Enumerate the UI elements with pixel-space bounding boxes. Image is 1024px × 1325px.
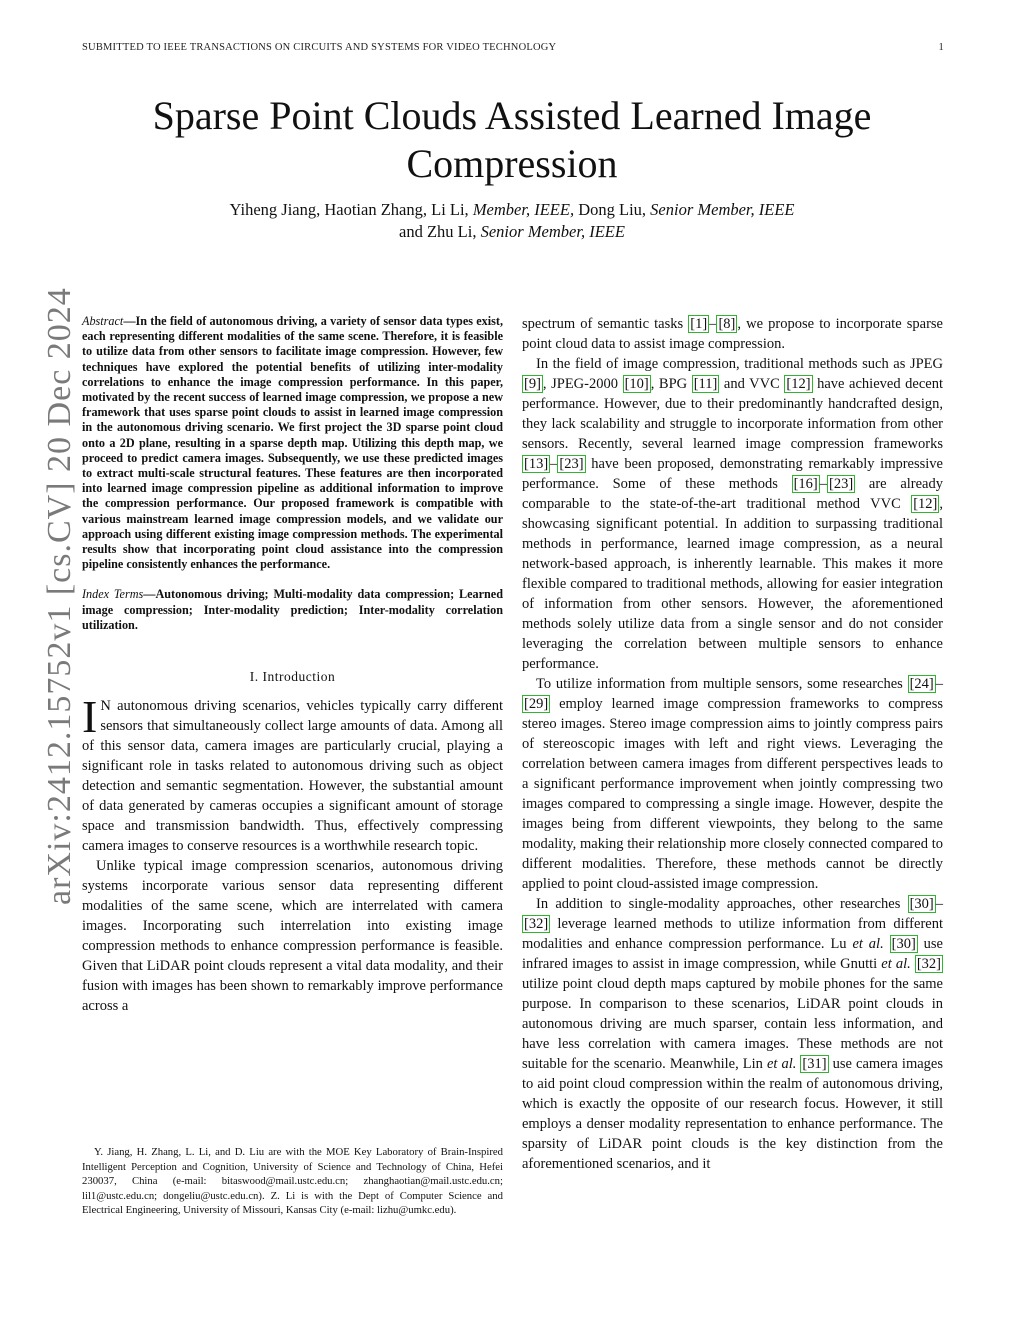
citation-link[interactable]: [13] — [524, 456, 549, 472]
title-line-1: Sparse Point Clouds Assisted Learned Image — [152, 93, 872, 138]
text-run: utilize point cloud depth maps captured by mobile phones for the same purpose. In comparison to these scenarios, LiDAR point clouds in autonomous driving are much sparser, contain less information, and have less correlation with camera images. These methods are not suitable for the scenario. Meanwhile, Lin — [522, 976, 943, 1072]
citation-link[interactable]: [32] — [916, 956, 942, 972]
et-al: et al. — [852, 936, 884, 952]
citation-link[interactable]: [30] — [909, 896, 934, 912]
citation-link[interactable]: [16] — [793, 476, 818, 492]
text-run: , showcasing significant potential. In addition to surpassing traditional methods in performance, learned image compression, as a neural network-based approach, is inherently learnable. This makes it more flexible compared to traditional methods, allowing for easier integration of information from other sensors. However, the aforementioned methods solely utilize data from a single sensor and do not consider leveraging the correlation between multiple sensors to enhance performance. — [522, 496, 943, 672]
citation-link[interactable]: [24] — [909, 676, 934, 692]
et-al: et al. — [766, 1056, 797, 1072]
paragraph-text: N autonomous driving scenarios, vehicles typically carry different sensors that simultaneously collect large amounts of data. Among all of this sensor data, camera images are particularly crucial, playing a significant role in tasks related to autonomous driving such as object detection and semantic segmentation. However, the substantial amount of data generated by cameras occupies a significant amount of storage space and transmission bandwidth. Thus, effectively compressing camera images to conserve resources is a worthwhile research topic. — [82, 698, 503, 855]
text-run: have been proposed, demonstrating remarkably impressive performance. Some of these methods — [522, 456, 943, 492]
text-run: use infrared images to assist in image compression, while Gnutti — [522, 936, 943, 972]
citation-link[interactable]: [12] — [913, 496, 938, 512]
index-terms-label: Index Terms — [82, 587, 144, 602]
text-run: spectrum of semantic tasks — [522, 316, 689, 332]
text-run: To utilize information from multiple sensors, some researches — [536, 676, 908, 692]
author-line-2 — [110, 221, 914, 243]
text-run: , we propose to incorporate sparse point cloud data to assist image compression. — [522, 316, 943, 352]
text-run: In the field of image compression, traditional methods such as JPEG — [536, 356, 943, 372]
author-names: and Zhu Li, — [399, 222, 477, 241]
text-run: employ learned image compression frameworks to compress stereo images. Stereo image compression aims to jointly compress pairs of stereoscopic images with left and right views. Leveraging the correlation between camera images from different perspectives leads to a significant performance improvement when jointly compressing two images compared to compressing a single image. However, despite the images being from different viewpoints, they belong to the same modality, making their relationship more closely connected compared to different modalities. Therefore, these methods cannot be directly applied to point cloud-assisted image compression. — [522, 696, 943, 892]
arxiv-identifier[interactable]: arXiv:2412.15752v1 [cs.CV] 20 Dec 2024 — [41, 287, 78, 905]
citation-link[interactable]: [8] — [718, 316, 736, 332]
left-column — [82, 314, 503, 1016]
right-paragraph-3 — [522, 674, 943, 894]
right-paragraph-4 — [522, 894, 943, 1174]
text-run: – — [935, 896, 943, 912]
author-membership: Senior Member, IEEE — [650, 200, 795, 219]
text-run: are already comparable to the state-of-the-art traditional method VVC — [522, 476, 943, 512]
intro-paragraph-1 — [82, 691, 503, 856]
text-run: In addition to single-modality approaches, other researches — [536, 896, 908, 912]
citation-link[interactable]: [23] — [559, 456, 584, 472]
text-run: – — [550, 456, 558, 472]
citation-link[interactable]: [32] — [524, 916, 549, 932]
text-run: have achieved decent performance. However, due to their predominantly handcrafted design, they lack scalability and struggle to incorporate information from other sensors. Recently, several learned image compression frameworks — [522, 376, 943, 452]
text-run: and VVC — [719, 376, 785, 392]
right-paragraph-1 — [522, 314, 943, 354]
paper-title — [110, 92, 914, 188]
et-al: et al. — [881, 956, 911, 972]
citation-link[interactable]: [10] — [624, 376, 649, 392]
text-run: use camera images to aid point cloud compression within the realm of autonomous driving, which is exactly the opposite of our research focus. However, it still employs a denser modality representation to enhance performance. The sparsity of LiDAR point clouds is the key distinction from the aforementioned scenarios, and it — [522, 1056, 943, 1172]
text-run: , BPG — [650, 376, 692, 392]
citation-link[interactable]: [29] — [524, 696, 549, 712]
abstract-label: Abstract — [82, 314, 124, 328]
index-terms — [82, 587, 503, 633]
author-affiliation-footnote: Y. Jiang, H. Zhang, L. Li, and D. Liu are with the MOE Key Laboratory of Brain-Inspired Intelligent Perception and Cognition, University of Science and Technology of China, Hefei 230037, China (e-mail: bitaswood@mail.ustc.edu.cn; zhanghaotian@mail.ustc.edu.cn; lil1@ustc.edu.cn; dongeliu@ustc.edu.cn). Z. Li is with the Dept of Computer Science and Electrical Engineering, University of Missouri, Kansas City (e-mail: lizhu@umkc.edu). — [82, 1146, 503, 1217]
index-terms-text: —Autonomous driving; Multi-modality data compression; Learned image compression; Inter-modality prediction; Inter-modality correlation utilization. — [82, 587, 503, 632]
author-membership: Senior Member, IEEE — [480, 222, 625, 241]
author-names: Dong Liu, — [578, 200, 647, 219]
citation-link[interactable]: [23] — [829, 476, 854, 492]
author-names: Yiheng Jiang, Haotian Zhang, Li Li, — [229, 200, 469, 219]
journal-header: SUBMITTED TO IEEE TRANSACTIONS ON CIRCUITS AND SYSTEMS FOR VIDEO TECHNOLOGY — [82, 42, 557, 53]
author-membership: Member, IEEE, — [472, 200, 575, 219]
page-number: 1 — [938, 42, 944, 53]
section-heading-introduction: I. Introduction — [249, 669, 336, 685]
citation-link[interactable]: [12] — [786, 376, 811, 392]
right-column — [522, 314, 943, 1174]
citation-link[interactable]: [30] — [891, 936, 916, 952]
text-run: leverage learned methods to utilize information from different modalities and enhance compression performance. Lu — [522, 916, 943, 952]
text-run: – — [935, 676, 943, 692]
abstract-text: —In the field of autonomous driving, a variety of sensor data types exist, each representing different modalities of the same scene. Therefore, it is feasible to utilize data from other sensors to facilitate image compression. However, few techniques have explored the potential benefits of utilizing inter-modality correlations to enhance the image compression performance. In this paper, motivated by the recent success of learned image compression, we propose a new framework that uses sparse point clouds to assist in learned image compression in the autonomous driving scenario. We first project the 3D sparse point cloud onto a 2D plane, resulting in a sparse depth map. Utilizing this depth map, we proceed to predict camera images. Subsequently, we use these predicted images to extract multi-scale structural features. These features are then incorporated into learned image compression pipeline as additional information to improve the compression performance. Our proposed framework is compatible with various mainstream learned image compression models, and we validate our approach using different existing image compression methods. The experimental results show that incorporating point cloud assistance into the compression pipeline consistently enhances the performance. — [82, 314, 503, 572]
text-run: – — [819, 476, 827, 492]
text-run — [884, 936, 890, 952]
drop-cap: I — [82, 691, 98, 743]
citation-link[interactable]: [9] — [524, 376, 541, 392]
citation-link[interactable]: [31] — [802, 1056, 827, 1072]
title-line-2: Compression — [406, 141, 618, 186]
author-line-1 — [110, 199, 914, 221]
citation-link[interactable]: [11] — [693, 376, 718, 392]
author-list — [110, 199, 914, 243]
citation-link[interactable]: [1] — [690, 316, 708, 332]
text-run: , JPEG-2000 — [542, 376, 623, 392]
right-paragraph-2 — [522, 354, 943, 674]
abstract — [82, 314, 503, 572]
intro-paragraph-2: Unlike typical image compression scenarios, autonomous driving systems incorporate various sensor data representing different modalities of the same scene, which are interrelated with camera images. Incorporating such interrelation into existing image compression methods to enhance compression performance is feasible. Given that LiDAR point clouds represent a vital data modality, and their fusion with images has been shown to remarkably improve performance across a — [82, 858, 503, 1015]
text-run: – — [709, 316, 717, 332]
